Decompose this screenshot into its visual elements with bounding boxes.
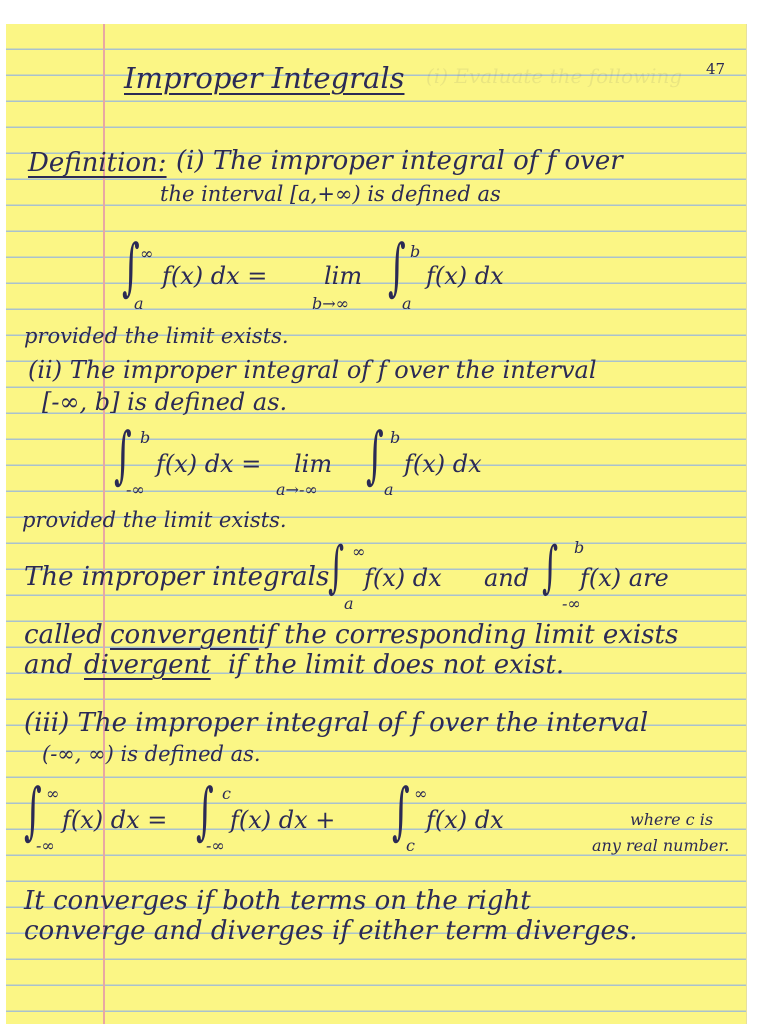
integral-sign: ∫ [366, 418, 384, 491]
def3-where-note: where c is [630, 810, 714, 829]
bleed-through: (i) Evaluate the following [426, 64, 683, 88]
integral-sign: ∫ [542, 535, 559, 600]
def1-lim: lim [324, 262, 363, 290]
conv-line2-end: if the corresponding limit exists [258, 620, 679, 650]
def3-lower3: c [406, 836, 415, 855]
conv-int1-expr: f(x) dx [364, 564, 442, 592]
conv-int2-lower: -∞ [562, 594, 581, 613]
conv-int1-lower: a [344, 594, 354, 613]
def2-formula-lhs: f(x) dx = [156, 450, 262, 478]
def2-lower1: -∞ [126, 480, 145, 499]
def1-formula-lhs: f(x) dx = [162, 262, 268, 290]
def3-line1: (iii) The improper integral of f over the interval [24, 708, 649, 738]
conv-int2-upper: b [574, 538, 585, 557]
def3-where-note-2: any real number. [592, 836, 730, 855]
integral-sign: ∫ [328, 535, 345, 600]
conv-and: and [484, 564, 530, 592]
def1-lim-sub: b→∞ [312, 294, 349, 313]
definition-label: Definition: [28, 148, 167, 178]
conv-line1-start: The improper integrals [24, 562, 330, 592]
integral-sign: ∫ [24, 774, 42, 847]
def1-proviso: provided the limit exists. [24, 324, 289, 348]
def3-upper3: ∞ [414, 784, 428, 803]
closing-line1: It converges if both terms on the right [24, 886, 531, 916]
conv-line2-start: called [24, 620, 103, 650]
def1-upper2: b [410, 242, 421, 261]
def2-lower2: a [384, 480, 394, 499]
divergent-word: divergent [84, 650, 211, 680]
conv-line3-end: if the limit does not exist. [228, 650, 565, 680]
integral-sign: ∫ [196, 774, 214, 847]
conv-int1-upper: ∞ [352, 542, 366, 561]
def1-line2: the interval [a,+∞) is defined as [160, 182, 501, 206]
def2-lim-sub: a→-∞ [276, 480, 318, 499]
def3-formula-mid: f(x) dx + [230, 806, 336, 834]
page-number: 47 [706, 60, 726, 78]
closing-line2: converge and diverges if either term diverges. [24, 916, 638, 946]
integral-sign: ∫ [114, 418, 132, 491]
def2-line1: (ii) The improper integral of f over the interval [28, 356, 597, 384]
def2-upper1: b [140, 428, 151, 447]
def3-line2: (-∞, ∞) is defined as. [42, 742, 261, 766]
def3-formula-rhs: f(x) dx [426, 806, 504, 834]
def3-upper2: c [222, 784, 231, 803]
def2-proviso: provided the limit exists. [22, 508, 287, 532]
def1-lower1: a [134, 294, 144, 313]
integral-sign: ∫ [392, 774, 410, 847]
convergent-word: convergent [110, 620, 259, 650]
def2-formula-rhs: f(x) dx [404, 450, 482, 478]
integral-sign: ∫ [388, 230, 406, 303]
def3-lower1: -∞ [36, 836, 55, 855]
def1-formula-rhs: f(x) dx [426, 262, 504, 290]
def2-lim: lim [294, 450, 333, 478]
page-title: Improper Integrals [124, 61, 405, 95]
def3-formula-lhs: f(x) dx = [62, 806, 168, 834]
conv-int2-expr: f(x) are [580, 564, 669, 592]
def3-lower2: -∞ [206, 836, 225, 855]
def3-upper1: ∞ [46, 784, 60, 803]
notebook-page [6, 24, 746, 1024]
def1-line1: (i) The improper integral of f over [176, 146, 623, 176]
def2-line2: [-∞, b] is defined as. [42, 388, 288, 416]
integral-sign: ∫ [122, 230, 140, 303]
def1-upper1: ∞ [140, 244, 154, 263]
def2-upper2: b [390, 428, 401, 447]
conv-line3-start: and [24, 650, 73, 680]
def1-lower2: a [402, 294, 412, 313]
